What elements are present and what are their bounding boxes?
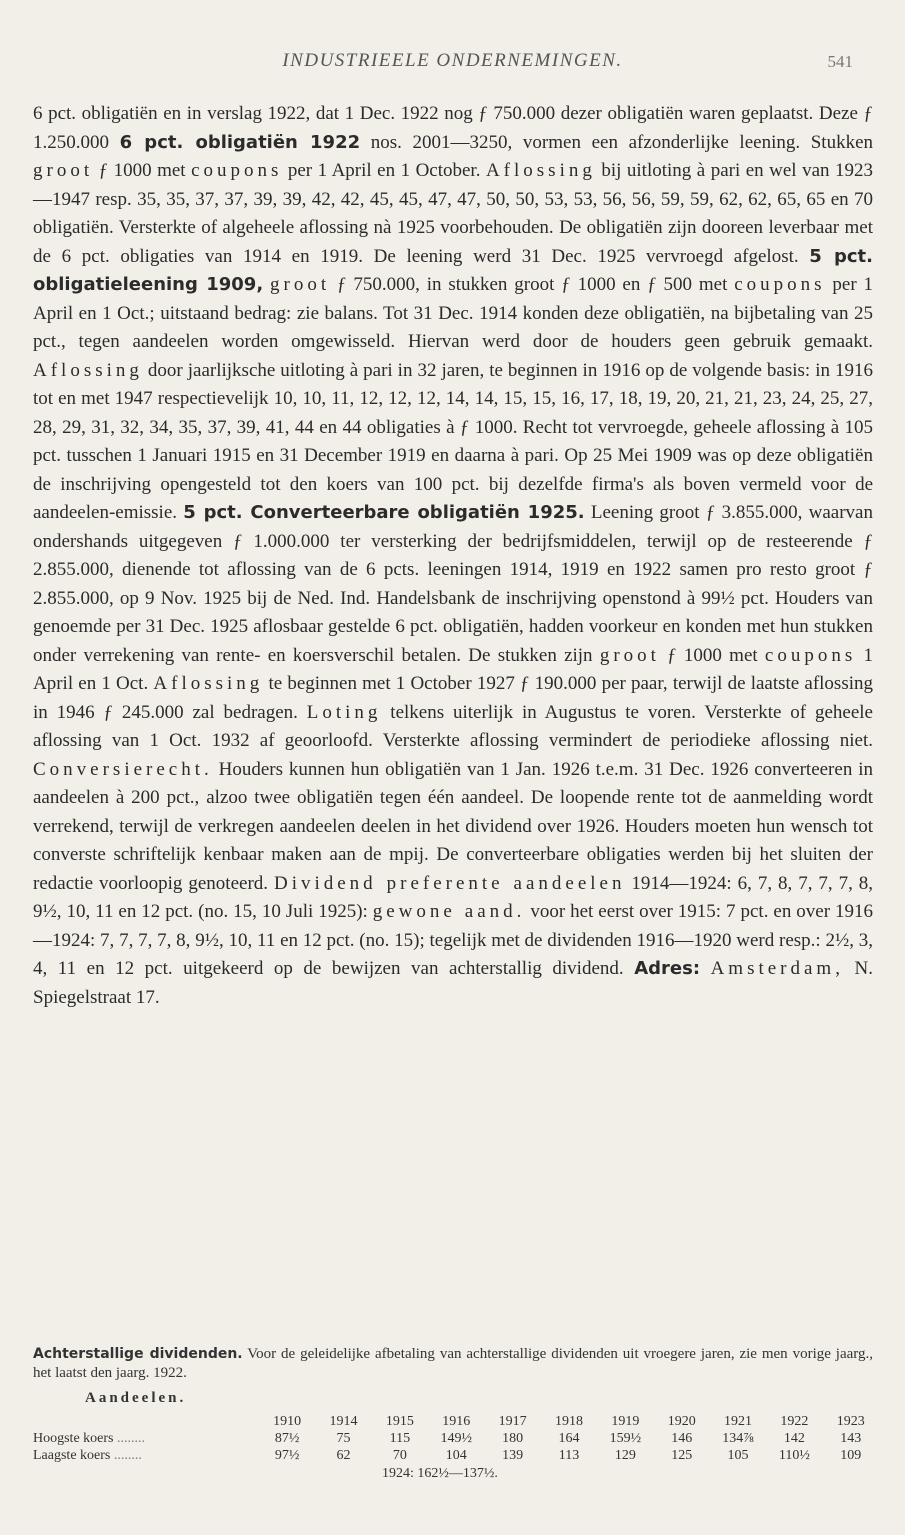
address-street: N. Spiegelstraat 17. <box>33 958 873 1008</box>
emphasis-coupons: coupons <box>191 160 283 181</box>
text-segment: ƒ 1000 met <box>659 644 765 666</box>
emphasis-groot: groot <box>599 644 660 666</box>
address-city: Amsterdam, <box>710 958 844 979</box>
row-label: Laagste koers <box>33 1447 111 1463</box>
price-cell: 159½ <box>609 1430 642 1446</box>
price-cell: 143 <box>840 1430 862 1446</box>
year-header: 1920 <box>667 1413 696 1429</box>
text-segment: 1 April en 1 Oct. <box>33 644 873 694</box>
year-header: 1915 <box>385 1413 414 1429</box>
price-cell: 113 <box>558 1447 580 1463</box>
text-segment: per 1 April en 1 Oct.; uitstaand bedrag: zie balans. Tot 31 Dec. 1914 konden deze obligatiën, na bijbetaling van 25 pct., tegen aandeelen worden omgewisseld. Hiervan werd door de houders geen gebruik gemaakt. <box>33 274 874 352</box>
section-heading-1922: 6 pct. obligatiën 1922 <box>119 131 361 153</box>
paragraph <box>33 100 873 1012</box>
section-heading-1925: 5 pct. Converteerbare obligatiën 1925. <box>183 502 585 523</box>
price-cell: 149½ <box>440 1430 472 1446</box>
page-header <box>0 50 905 80</box>
price-cell: 70 <box>392 1447 407 1463</box>
emphasis-dividend-preferente: Dividend preferente aandeelen <box>273 872 626 894</box>
table-row <box>33 1430 879 1447</box>
row-label-cell <box>33 1447 259 1464</box>
text-segment: ƒ 1000 met <box>93 160 192 181</box>
price-cell: 139 <box>502 1447 524 1463</box>
main-text <box>33 100 873 1012</box>
price-cell: 104 <box>445 1447 467 1463</box>
text-segment: ƒ 750.000, in stukken groot ƒ 1000 en ƒ 500 met <box>330 274 735 295</box>
text-segment: Houders kunnen hun obligatiën van 1 Jan. 1926 t.e.m. 31 Dec. 1926 converteeren in aandeelen à 200 pct., alzoo twee obligatiën tegen één aandeel. De loopende rente tot de aanmelding wordt verrekend, terwijl de verkregen aandeelen deelen in het dividend over 1926. Houders moeten hun wensch tot converste schriftelijk kenbaar maken aan de mpij. De converteerbare obligaties werden bij het sluiten der redactie voorloopig genoteerd. <box>33 758 873 894</box>
price-cell: 87½ <box>274 1430 300 1446</box>
year-header: 1917 <box>498 1413 527 1429</box>
price-cell: 180 <box>502 1430 524 1446</box>
price-cell: 146 <box>671 1430 693 1446</box>
price-cell: 134⅞ <box>722 1430 754 1446</box>
price-table-body <box>33 1413 879 1464</box>
emphasis-gewone-aand: gewone aand. <box>372 901 526 922</box>
emphasis-aflossing: Aflossing <box>485 160 596 181</box>
emphasis-loting: Loting <box>306 701 382 723</box>
text-segment: 1914—1924: 6, 7, 8, 7, 7, 7, 8, 9½, 10, 11 en 12 pct. (no. 15, 10 Juli 1925): <box>33 872 874 922</box>
year-header: 1922 <box>780 1413 809 1429</box>
price-cell: 125 <box>671 1447 693 1463</box>
year-header: 1910 <box>273 1413 302 1429</box>
footnote-text: Voor de geleidelijke afbetaling van achterstallige dividenden uit vroegere jaren, zie men vorige jaarg., het laatst den jaarg. 1922. <box>33 1346 874 1381</box>
running-head: INDUSTRIEELE ONDERNEMINGEN. <box>282 50 623 71</box>
price-cell: 109 <box>840 1447 862 1463</box>
emphasis-aflossing: Aflossing <box>33 359 143 381</box>
table-corner-cell <box>33 1413 259 1430</box>
text-segment: per 1 April en 1 October. <box>282 160 486 181</box>
price-table <box>33 1413 879 1464</box>
footnote-heading: Achterstallige dividenden. <box>33 1346 243 1362</box>
price-note-1924: 1924: 162½—137½. <box>382 1466 498 1481</box>
text-segment: nos. 2001—3250, vormen een afzonderlijke leening. Stukken <box>360 131 874 153</box>
footnote <box>33 1345 873 1383</box>
section-heading-1909: 5 pct. obligatieleening 1909, <box>33 245 873 295</box>
year-header: 1918 <box>554 1413 583 1429</box>
price-cell: 115 <box>389 1430 411 1446</box>
year-header: 1914 <box>329 1413 358 1429</box>
text-segment: door jaarlijksche uitloting à pari in 32 jaren, te beginnen in 1916 op de volgende basis: in 1916 tot en met 1947 respectievelijk 10, 10, 11, 12, 12, 12, 14, 14, 15, 15, 16, 17, 18, 19, 20, 21, 21, 23, 24, 25, 27, 28, 29, 31, 32, 34, 35, 37, 39, 41, 44 en 44 obligaties à ƒ 1000. Recht tot vervroegde, geheele aflossing à 105 pct. tusschen 1 Januari 1915 en 31 December 1919 en daarna à pari. Op 25 Mei 1909 was op deze obligatiën de inschrijving opengesteld tot den koers van 100 pct. bij dezelfde firma's als boven vermeld voor de aandeelen-emissie. <box>33 359 873 523</box>
text-segment: voor het eerst over 1915: 7 pct. en over 1916—1924: 7, 7, 7, 7, 8, 9½, 10, 11 en 12 pct. (no. 15); tegelijk met de dividenden 1916—1920 werd resp.: 2½, 3, 4, 11 en 12 pct. uitgekeerd op de bewijzen van achterstallig dividend. <box>33 901 873 979</box>
table-row <box>33 1447 879 1464</box>
leader-dots: ........ <box>113 1430 145 1446</box>
text-segment: 6 pct. obligatiën en in verslag 1922, dat 1 Dec. 1922 nog ƒ 750.000 dezer obligatiën waren geplaatst. Deze ƒ 1.250.000 <box>33 103 873 153</box>
emphasis-coupons: coupons <box>734 274 826 295</box>
address-label: Adres: <box>634 958 701 979</box>
price-cell: 97½ <box>274 1447 300 1463</box>
text-segment: Leening groot ƒ 3.855.000, waarvan ondershands uitgegeven ƒ 1.000.000 ter versterking der bedrijfsmiddelen, terwijl op de resteerende ƒ 2.855.000, dienende tot aflossing van de 6 pcts. leeningen 1914, 1919 en 1922 samen pro resto groot ƒ 2.855.000, op 9 Nov. 1925 bij de Ned. Ind. Handelsbank de inschrijving openstond à 99½ pct. Houders van genoemde per 31 Dec. 1925 aflosbaar gestelde 6 pct. obligatiën, hadden voorkeur en konden met hun stukken onder verrekening van rente- en koersverschil betalen. De stukken zijn <box>33 502 873 666</box>
emphasis-groot: groot <box>33 160 94 181</box>
leader-dots: ........ <box>110 1447 142 1463</box>
year-header: 1916 <box>442 1413 471 1429</box>
table-header-row <box>33 1413 879 1430</box>
emphasis-aflossing: Aflossing <box>153 673 264 694</box>
price-cell: 129 <box>614 1447 636 1463</box>
price-cell: 62 <box>336 1447 351 1463</box>
emphasis-conversierecht: Conversierecht. <box>33 758 213 780</box>
text-segment: bij uitloting à pari en wel van 1923—1947 resp. 35, 35, 37, 37, 39, 39, 42, 42, 45, 45, 47, 47, 50, 50, 53, 53, 56, 56, 59, 59, 62, 62, 65, 65 en 70 obligatiën. Versterkte of algeheele aflossing nà 1925 voorbehouden. De obligatiën zijn dooreen leverbaar met de 6 pct. obligaties van 1914 en 1919. De leening werd 31 Dec. 1925 vervroegd afgelost. <box>33 160 873 267</box>
shares-heading: Aandeelen. <box>85 1390 187 1406</box>
page-number: 541 <box>827 52 853 71</box>
price-cell: 105 <box>727 1447 749 1463</box>
row-label-cell <box>33 1430 259 1447</box>
price-cell: 142 <box>783 1430 805 1446</box>
row-label: Hoogste koers <box>33 1430 114 1446</box>
year-header: 1921 <box>724 1413 753 1429</box>
emphasis-coupons: coupons <box>764 644 857 666</box>
price-cell: 110½ <box>778 1447 810 1463</box>
emphasis-groot: groot <box>270 274 331 295</box>
year-header: 1919 <box>611 1413 640 1429</box>
text-segment: te beginnen met 1 October 1927 ƒ 190.000 per paar, terwijl de laatste aflossing in 1946 ƒ 245.000 zal bedragen. <box>33 673 873 723</box>
year-header: 1923 <box>836 1413 865 1429</box>
price-cell: 164 <box>558 1430 580 1446</box>
text-segment: telkens uiterlijk in Augustus te voren. Versterkte of geheele aflossing van 1 Oct. 1932 af geoorloofd. Versterkte aflossing vermindert de periodieke aflossing niet. <box>33 701 873 751</box>
price-cell: 75 <box>336 1430 351 1446</box>
